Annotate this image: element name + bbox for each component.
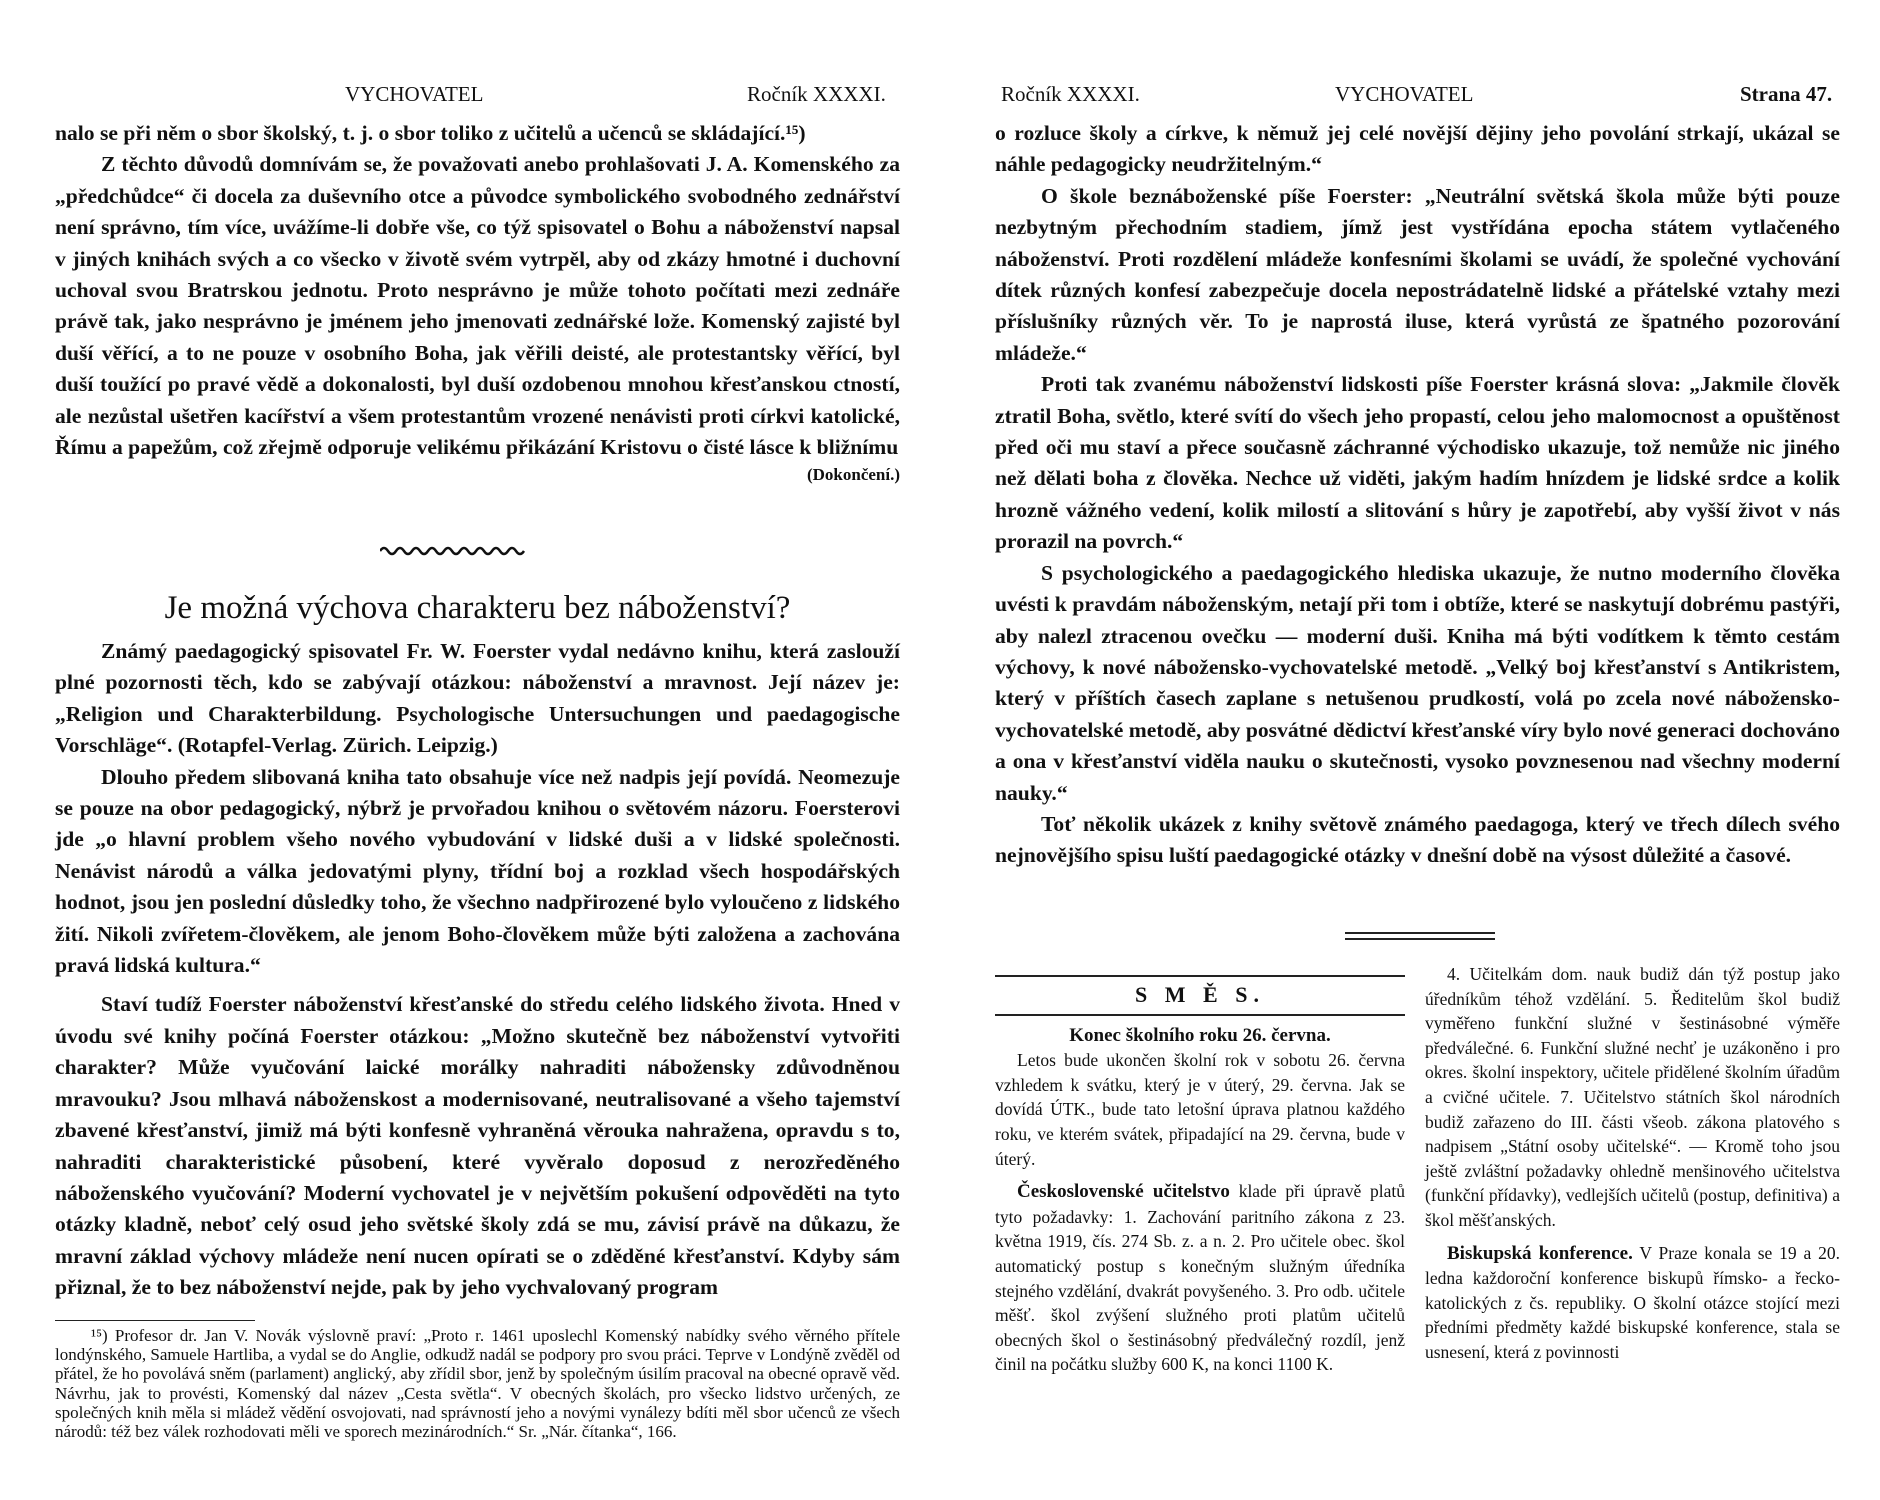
article-continuation [995, 118, 1840, 872]
right-page [995, 0, 1880, 1500]
continuation-text [55, 118, 900, 491]
paragraph: Proti tak zvanému náboženství lidskosti píše Foerster krásná slova: „Jakmile člověk ztratil Boha, světlo, které svítí do všech jeho propastí, celou jeho malomocnost a opuštěnost před oči mu staví a přece současně záchranné východisko ukazuje, tož nemůže nic jiného než dělati boha z člověka. Nechce už viděti, jakým hadím hnízdem je lidské srdce a kolik hrozně vážného vedení, kolik milostí a slitování s hůry je zapotřebí, aby vyšší život v nás prorazil na povrch.“ [995, 372, 1840, 554]
paragraph: Dlouho předem slibovaná kniha tato obsahuje více než nadpis její povídá. Neomezuje se pouze na obor pedagogický, nýbrž je prvořadou knihou o světovém názoru. Foersterovi jde „o hlavní problem všeho nového vybudování v lidské duši a v lidské společnosti. Nenávist národů a válka jedovatými plyny, třídní boj a rozklad všech hospodářských hodnot, jsou jen poslední důsledky toho, že všechno nadpřirozené bylo vyloučeno z lidského žití. Nikoli zvířetem-člověkem, ale jenom Boho-člověkem může býti založena a zachována pravá lidská kultura.“ [55, 764, 900, 978]
page-number: Strana 47. [1740, 82, 1833, 106]
smes-column-1 [995, 975, 1405, 1377]
section-divider [1345, 932, 1495, 940]
paragraph: Staví tudíž Foerster náboženství křesťanské do středu celého lidského života. Hned v úvodu své knihy počíná Foerster otázkou: „Možno skutečně bez náboženství vytvořiti charakter? Může vyučování laické morálky nahraditi nábožensky zdůvodněnou mravouku? Jsou mlhavá náboženskost a modernisované, neutralisované a všeho tajemství zbavené křesťanství, jimiž má býti konfesně vyhraněná věrouka nahražena, opravdu s to, nahraditi charakteristické působení, které vyvěralo doposud z nerozředěného náboženského vyučování? Moderní vychovatel je v největším pokušení odpověděti na tyto otázky kladně, neboť celý osud jeho světské školy zdá se mu, závisí právě na důkazu, že mravní základ výchovy mládeže není nucen opírati se o zděděné křesťanství. Kdyby sám přiznal, že to bez náboženství nejde, pak by jeho vychvalovaný program [55, 992, 900, 1300]
left-page-header [55, 82, 955, 112]
news-item [995, 1024, 1405, 1172]
paragraph: Toť několik ukázek z knihy světově známého paedagoga, který ve třech dílech svého nejnovějšího spisu luští paedagogické otázky v dnešní době na výsost důležité a časové. [995, 811, 1840, 868]
article-title: Je možná výchova charakteru bez náboženství? [164, 590, 791, 626]
news-text: klade při úpravě platů tyto požadavky: 1. Zachování paritního zákona z 23. května 1919, čís. 274 Sb. z. a n. 2. Pro učitele obec. škol automatický postup s konečným služným úředníka stejného vzdělání, dvakrát povyšeného. 3. Pro odb. učitele měšť. škol zvýšení služného proti platům učitelů obecných škol o šestinásobný předválečný rozdíl, jenž činil na počátku služby 600 K, na konci 1100 K. [995, 1181, 1405, 1375]
wavy-divider [380, 545, 530, 557]
footnote-rule [55, 1320, 255, 1321]
volume-label: Ročník XXXXI. [747, 82, 886, 106]
paragraph: nalo se při něm o sbor školský, t. j. o sbor toliko z učitelů a učenců se skládající.¹⁵) [55, 121, 806, 145]
news-headline: Konec školního roku 26. června. [1069, 1024, 1331, 1046]
running-title: VYCHOVATEL [345, 82, 484, 106]
smes-heading-box [995, 975, 1405, 1016]
paragraph: O škole beznáboženské píše Foerster: „Neutrální světská škola může býti pouze nezbytným přechodním stadiem, jímž jest vystřídána epocha státem vytlačeného náboženství. Proti rozdělení mládeže konfesními školami se uvádí, že společné vychování dítek různých konfesí zabezpečuje docela nepostrádatelně lidské a přátelské vztahy mezi příslušníky různých věr. To je naprostá iluse, která vyrůstá ze špatného pozorování mládeže.“ [995, 183, 1840, 365]
news-headline: Československé učitelstvo [1017, 1181, 1230, 1203]
footnote-text: ¹⁵) Profesor dr. Jan V. Novák výslovně praví: „Proto r. 1461 uposlechl Komenský nabídky svého věrného přítele londýnského, Samuele Hartliba, a vydal se do Anglie, odkudž nadál se podpory pro svou práci. Teprve v Londýně zvěděl od přátel, že ho povolává sněm (parlament) anglický, aby zřídil sbor, jenž by společným úsilím pracoval na obecné opravě věd. Návrhu, jak to provésti, Komenský dal název „Cesta světla“. V obecných školách, pro všecko lidstvo určených, ze společných knih měla si mládež vědění osvojovati, nad správností jeho a novými vynálezy bdíti měl sbor učenců ze všech národů: též bez válek rozhodovati měli ve sporech mezinárodních.“ Sr. „Nár. čítanka“, 166. [55, 1326, 900, 1442]
continued-note: (Dokončení.) [806, 465, 900, 485]
news-headline: Biskupská konference. [1447, 1242, 1633, 1264]
volume-label: Ročník XXXXI. [1001, 82, 1140, 106]
smes-column-2 [1425, 962, 1840, 1365]
left-page [55, 0, 955, 1500]
right-page-header [995, 82, 1880, 112]
news-text: Letos bude ukončen školní rok v sobotu 26. června vzhledem k svátku, který je v úterý, 29. června. Jak se dovídá ÚTK., bude tato letošní úprava platnou každého roku, ve kterém svátek, připadající na 29. června, bude v úterý. [995, 1050, 1405, 1169]
smes-heading: S M Ě S. [1135, 982, 1265, 1007]
paragraph: Známý paedagogický spisovatel Fr. W. Foerster vydal nedávno knihu, která zaslouží plné pozornosti těch, kdo se zabývají otázkou: náboženství a mravnost. Její název je: „Religion und Charakterbildung. Psychologische Untersuchungen und paedagogische Vorschläge“. (Rotapfel-Verlag. Zürich. Leipzig.) [55, 639, 900, 758]
article-text [55, 636, 900, 1304]
running-title: VYCHOVATEL [1335, 82, 1474, 106]
news-text: V Praze konala se 19 a 20. ledna každoroční konference biskupů římsko- a řecko-katolických z čs. republiky. O školní otázce stojící mezi předními předměty každé biskupské konference, stala se usnesení, která z povinnosti [1425, 1242, 1840, 1362]
footnote [55, 1326, 900, 1441]
news-text: 4. Učitelkám dom. nauk budiž dán týž postup jako úředníkům téhož vzdělání. 5. Ředitelům škol budiž vyměřeno funkční služné v šestinásobné výměře předválečné. 6. Funkční služné nechť je uzákoněno i pro okres. školní inspektory, učitele přidělené školním úřadům a cvičné učitele. 7. Učitelstvo státních škol národních budiž zařazeno do III. části všeob. zákona platového s nadpisem „Státní osoby učitelské“. — Kromě toho jsou ještě zvláštní požadavky ohledně menšinového učitelstva (funkční přídavky), vedlejších učitelů (postup, definitiva) a škol měšťanských. [1425, 964, 1840, 1230]
news-item [995, 1179, 1405, 1377]
paragraph: S psychologického a paedagogického hlediska ukazuje, že nutno moderního člověka uvésti k pravdám náboženským, netají při tom i obtíže, které se naskytují dobrému pastýři, aby nalezl ztracenou ovečku — moderní duši. Kniha má býti vodítkem k těmto cestám výchovy, k nové nábožensko-vychovatelské metodě. „Velký boj křesťanství s Antikristem, který v příštích časech zaplane s netušenou prudkostí, volá po zcela nové nábožensko-vychovatelské metodě, aby posvátné dědictví křesťanské víry bylo nové generaci dochováno a ona v křesťanství viděla nauku o skutečnosti, vysoko povznesenou nad všechny moderní nauky.“ [995, 560, 1840, 805]
paragraph: Z těchto důvodů domnívám se, že považovati anebo prohlašovati J. A. Komenského za „předchůdce“ či docela za duševního otce a původce symbolického svobodného zednářství není správno, tím více, uvážíme-li dobře vše, co týž spisovatel o Bohu a náboženství napsal v jiných knihách svých a co všecko v životě svém vytrpěl, aby od zkázy hmotné i duchovní uchoval svou Bratrskou jednotu. Proto nesprávno je může tohoto počítati mezi zednáře právě tak, jako nesprávno je jménem jeho jmenovati zednářské lože. Komenský zajisté byl duší věřící, a to ne pouze v osobního Boha, jak věřili deisté, ale protestantsky věřící, byl duší toužící po pravé vědě a dokonalosti, byl duší ozdobenou mnohou křesťanskou ctností, ale nezůstal ušetřen kacířství a všem protestantům vrozené nenávisti proti církvi katolické, Římu a papežům, což zřejmě odporuje velikému přikázání Kristovu o čisté lásce k bližnímu [55, 152, 900, 460]
paragraph: o rozluce školy a církve, k němuž jej celé novější dějiny jeho povolání strkají, ukázal se náhle pedagogicky neudržitelným.“ [995, 121, 1840, 177]
